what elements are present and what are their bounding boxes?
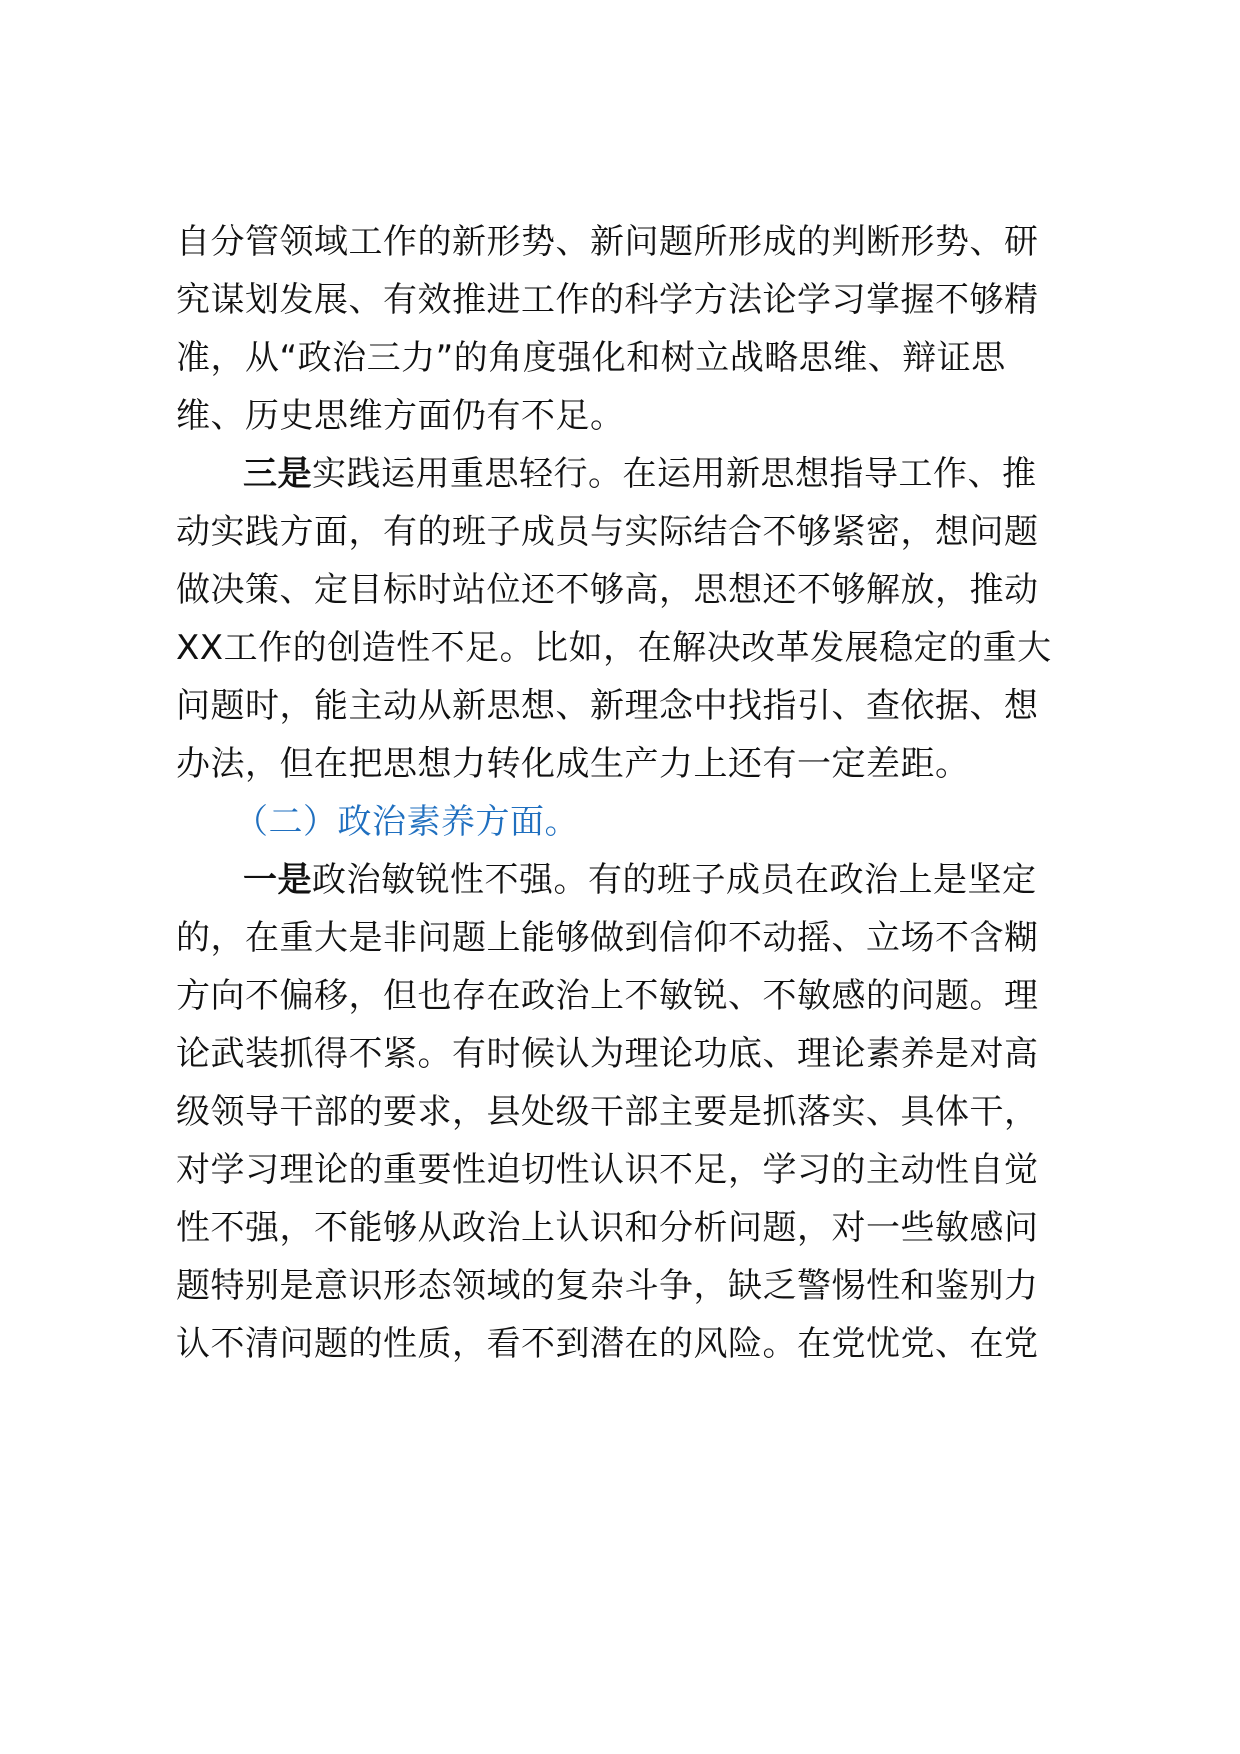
paragraph-3-line-1 (243, 860, 1037, 900)
paragraph-3-line-2: 的，在重大是非问题上能够做到信仰不动摇、立场不含糊 (176, 918, 1039, 958)
paragraph-3-line-7: 性不强，不能够从政治上认识和分析问题，对一些敏感问 (176, 1208, 1039, 1248)
paragraph-2-line-6: 办法，但在把思想力转化成生产力上还有一定差距。 (176, 744, 970, 784)
paragraph-3-line-9: 认不清问题的性质，看不到潜在的风险。在党忧党、在党 (176, 1324, 1039, 1364)
paragraph-1-line-4: 维、历史思维方面仍有不足。 (176, 396, 625, 436)
paragraph-3-line-5: 级领导干部的要求，县处级干部主要是抓落实、具体干， (176, 1092, 1039, 1132)
paragraph-3-line-3: 方向不偏移，但也存在政治上不敏锐、不敏感的问题。理 (176, 976, 1039, 1016)
paragraph-1-line-2: 究谋划发展、有效推进工作的科学方法论学习掌握不够精 (176, 280, 1039, 320)
paragraph-2-line-2: 动实践方面，有的班子成员与实际结合不够紧密，想问题 (176, 512, 1039, 552)
section-heading: （二）政治素养方面。 (234, 802, 579, 842)
paragraph-3-line-1-text: 政治敏锐性不强。有的班子成员在政治上是坚定 (312, 860, 1037, 900)
paragraph-1-line-3: 准，从“政治三力”的角度强化和树立战略思维、辩证思 (176, 338, 1006, 378)
paragraph-3-line-4: 论武装抓得不紧。有时候认为理论功底、理论素养是对高 (176, 1034, 1039, 1074)
paragraph-3-line-6: 对学习理论的重要性迫切性认识不足，学习的主动性自觉 (176, 1150, 1039, 1190)
paragraph-2-line-1-text: 实践运用重思轻行。在运用新思想指导工作、推 (312, 454, 1037, 494)
paragraph-3-line-8: 题特别是意识形态领域的复杂斗争，缺乏警惕性和鉴别力 (176, 1266, 1039, 1306)
paragraph-1-line-1: 自分管领域工作的新形势、新问题所形成的判断形势、研 (176, 222, 1039, 262)
paragraph-2-line-3: 做决策、定目标时站位还不够高，思想还不够解放，推动 (176, 570, 1039, 610)
paragraph-2-line-1 (243, 454, 1037, 494)
paragraph-2-line-5: 问题时，能主动从新思想、新理念中找指引、查依据、想 (176, 686, 1039, 726)
paragraph-2-lead: 三是 (243, 454, 312, 494)
paragraph-3-lead: 一是 (243, 860, 312, 900)
paragraph-2-line-4: XX工作的创造性不足。比如，在解决改革发展稳定的重大 (176, 628, 1052, 668)
